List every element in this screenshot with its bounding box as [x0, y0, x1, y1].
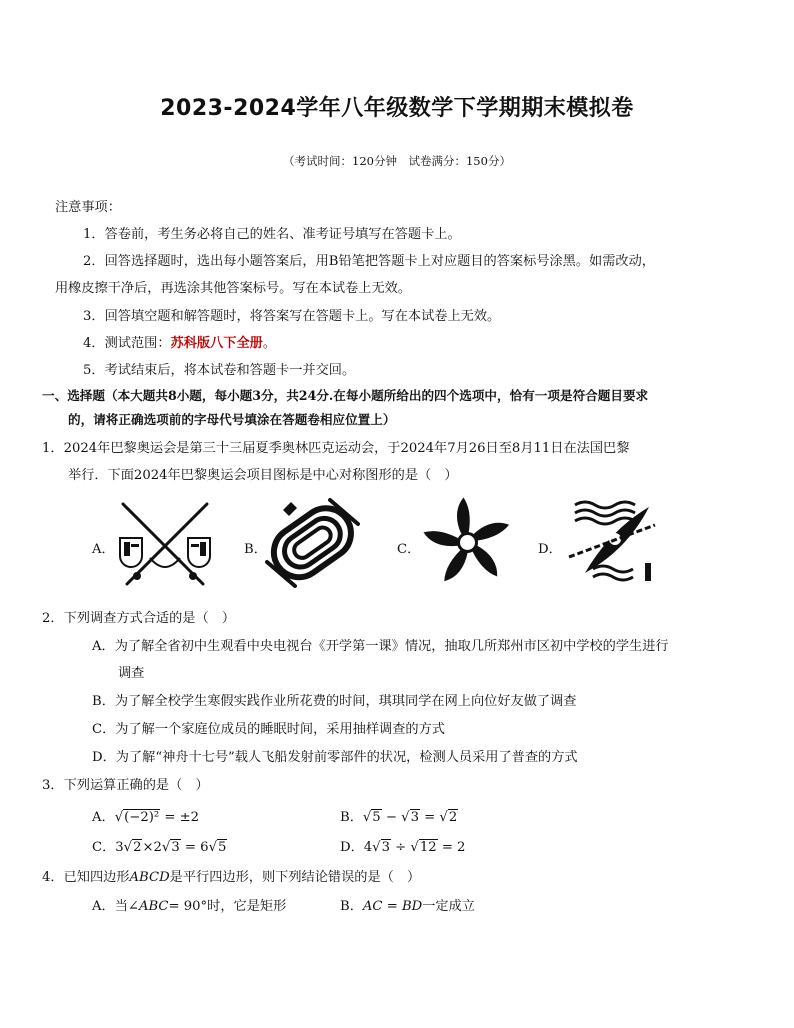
q3-option-b-c: 2	[448, 810, 458, 825]
q3-option-d-div: ÷	[395, 840, 407, 855]
q2-option-b: B．为了解全校学生寒假实践作业所花费的时间，琪琪同学在网上向位好友做了调查	[92, 694, 577, 709]
sqrt-symbol: √	[401, 810, 410, 825]
q4-stem-var: ABCD	[129, 870, 170, 885]
sqrt-symbol: √	[362, 810, 372, 825]
q4-stem-prefix: 4．已知四边形	[42, 870, 130, 885]
exam-info: （考试时间：120分钟 试卷满分：150分）	[283, 154, 511, 168]
q2-stem: 2．下列调查方式合适的是（ ）	[42, 611, 236, 626]
q3-option-d	[340, 836, 465, 855]
q3-option-d-r2: 12	[419, 840, 437, 855]
q3-option-d-r1: 3	[381, 840, 390, 855]
q4-stem-suffix: 是平行四边形，则下列结论错误的是（ ）	[169, 870, 421, 885]
notice-item-2-line2: 用橡皮擦干净后，再选涂其他答案标号。写在本试卷上无效。	[55, 281, 412, 296]
q4-option-b-eq: =	[382, 899, 402, 914]
q2-option-d: D．为了解“神舟十七号”载人飞船发射前零部件的状况，检测人员采用了普查的方式	[92, 750, 578, 765]
q3-option-b-minus: −	[385, 810, 397, 825]
athletics-track-icon	[265, 498, 360, 588]
sqrt-symbol: √	[161, 840, 171, 855]
q3-option-c	[92, 836, 227, 855]
q3-option-b	[340, 806, 458, 825]
notice-heading: 注意事项：	[55, 200, 121, 215]
q2-option-c: C．为了解一个家庭位成员的睡眠时间，采用抽样调查的方式	[92, 722, 445, 737]
q1-option-b-label: B．	[244, 542, 267, 557]
q3-option-b-eq: =	[424, 810, 436, 825]
q4-option-b-prefix: B．	[340, 899, 363, 914]
sqrt-symbol: √	[372, 840, 381, 855]
q3-option-a	[92, 806, 199, 825]
q3-option-c-r3: 5	[217, 840, 227, 855]
q3-option-a-label: A．	[92, 810, 115, 825]
notice-item-5: 5．考试结束后，将本试卷和答题卡一并交回。	[83, 363, 356, 378]
section-1-heading: 一、选择题（本大题共8小题，每小题3分，共24分.在每小题所给出的四个选项中，恰有一项是符合题目要求	[42, 388, 649, 403]
sqrt-symbol: √	[208, 840, 217, 855]
notice-item-4-suffix: 。	[262, 336, 277, 351]
fencing-icon	[115, 500, 215, 592]
notice-item-1: 1．答卷前，考生务必将自己的姓名、准考证号填写在答题卡上。	[83, 227, 461, 242]
q3-option-c-times: ×2	[142, 840, 162, 855]
q1-option-c-label: C．	[397, 542, 421, 557]
q4-option-a	[92, 895, 286, 914]
q4-stem	[42, 866, 420, 885]
q4-option-b	[340, 895, 475, 914]
q3-option-a-rhs: = ±2	[164, 810, 200, 825]
q2-option-a-line1: A．为了解全省初中生观看中央电视台《开学第一课》情况，抽取几所郑州市区初中学校的学生进行	[92, 639, 669, 654]
notice-item-4-prefix: 4．测试范围：	[83, 336, 171, 351]
q1-option-d-label: D．	[538, 542, 562, 557]
notice-item-2-line1: 2．回答选择题时，选出每小题答案后，用B铅笔把答题卡上对应题目的答案标号涂黑。如需改动，	[83, 254, 655, 269]
q4-option-a-prefix: A．当∠	[92, 899, 139, 914]
sqrt-symbol: √	[410, 840, 419, 855]
q3-option-a-radicand: (−2)²	[124, 810, 160, 825]
q4-option-a-suffix: = 90°时，它是矩形	[168, 899, 287, 914]
q2-option-a-line2: 调查	[118, 666, 145, 681]
q1-stem-line1: 1．2024年巴黎奥运会是第三十三届夏季奥林匹克运动会，于2024年7月26日至8月11日在法国巴黎	[42, 441, 630, 456]
sqrt-symbol: √	[439, 810, 448, 825]
q3-option-c-label: C．	[92, 840, 116, 855]
q3-stem: 3．下列运算正确的是（ ）	[42, 778, 209, 793]
kayak-icon	[565, 495, 660, 590]
q3-option-b-label: B．	[340, 810, 363, 825]
q3-option-c-r2: 3	[171, 840, 180, 855]
q4-option-b-var1: AC	[362, 899, 383, 914]
section-1-heading-line2: 的，请将正确选项前的字母代号填涂在答题卷相应位置上）	[68, 412, 396, 427]
q3-option-d-rhs: = 2	[441, 840, 466, 855]
q3-option-c-r1: 2	[133, 840, 142, 855]
sqrt-symbol: √	[123, 840, 133, 855]
rowing-pinwheel-icon	[420, 495, 515, 590]
q3-option-c-eq: = 6	[184, 840, 209, 855]
q3-option-d-label: D．	[340, 840, 364, 855]
q4-option-a-var: ABC	[138, 899, 169, 914]
test-range: 苏科版八下全册	[170, 336, 263, 351]
q1-option-a-label: A．	[92, 542, 115, 557]
q3-option-d-k1: 4	[363, 840, 373, 855]
q3-option-b-b: 3	[410, 810, 419, 825]
q3-option-b-a: 5	[372, 810, 381, 825]
q4-option-b-suffix: 一定成立	[422, 899, 475, 914]
q4-option-b-var2: BD	[401, 899, 423, 914]
notice-item-3: 3．回答填空题和解答题时，将答案写在答题卡上。写在本试卷上无效。	[83, 309, 501, 324]
notice-item-4	[83, 332, 276, 351]
page-title: 2023-2024学年八年级数学下学期期末模拟卷	[160, 96, 634, 121]
q1-stem-line2: 举行．下面2024年巴黎奥运会项目图标是中心对称图形的是（ ）	[68, 468, 458, 483]
sqrt-symbol: √	[114, 810, 124, 825]
q3-option-c-k1: 3	[115, 840, 124, 855]
